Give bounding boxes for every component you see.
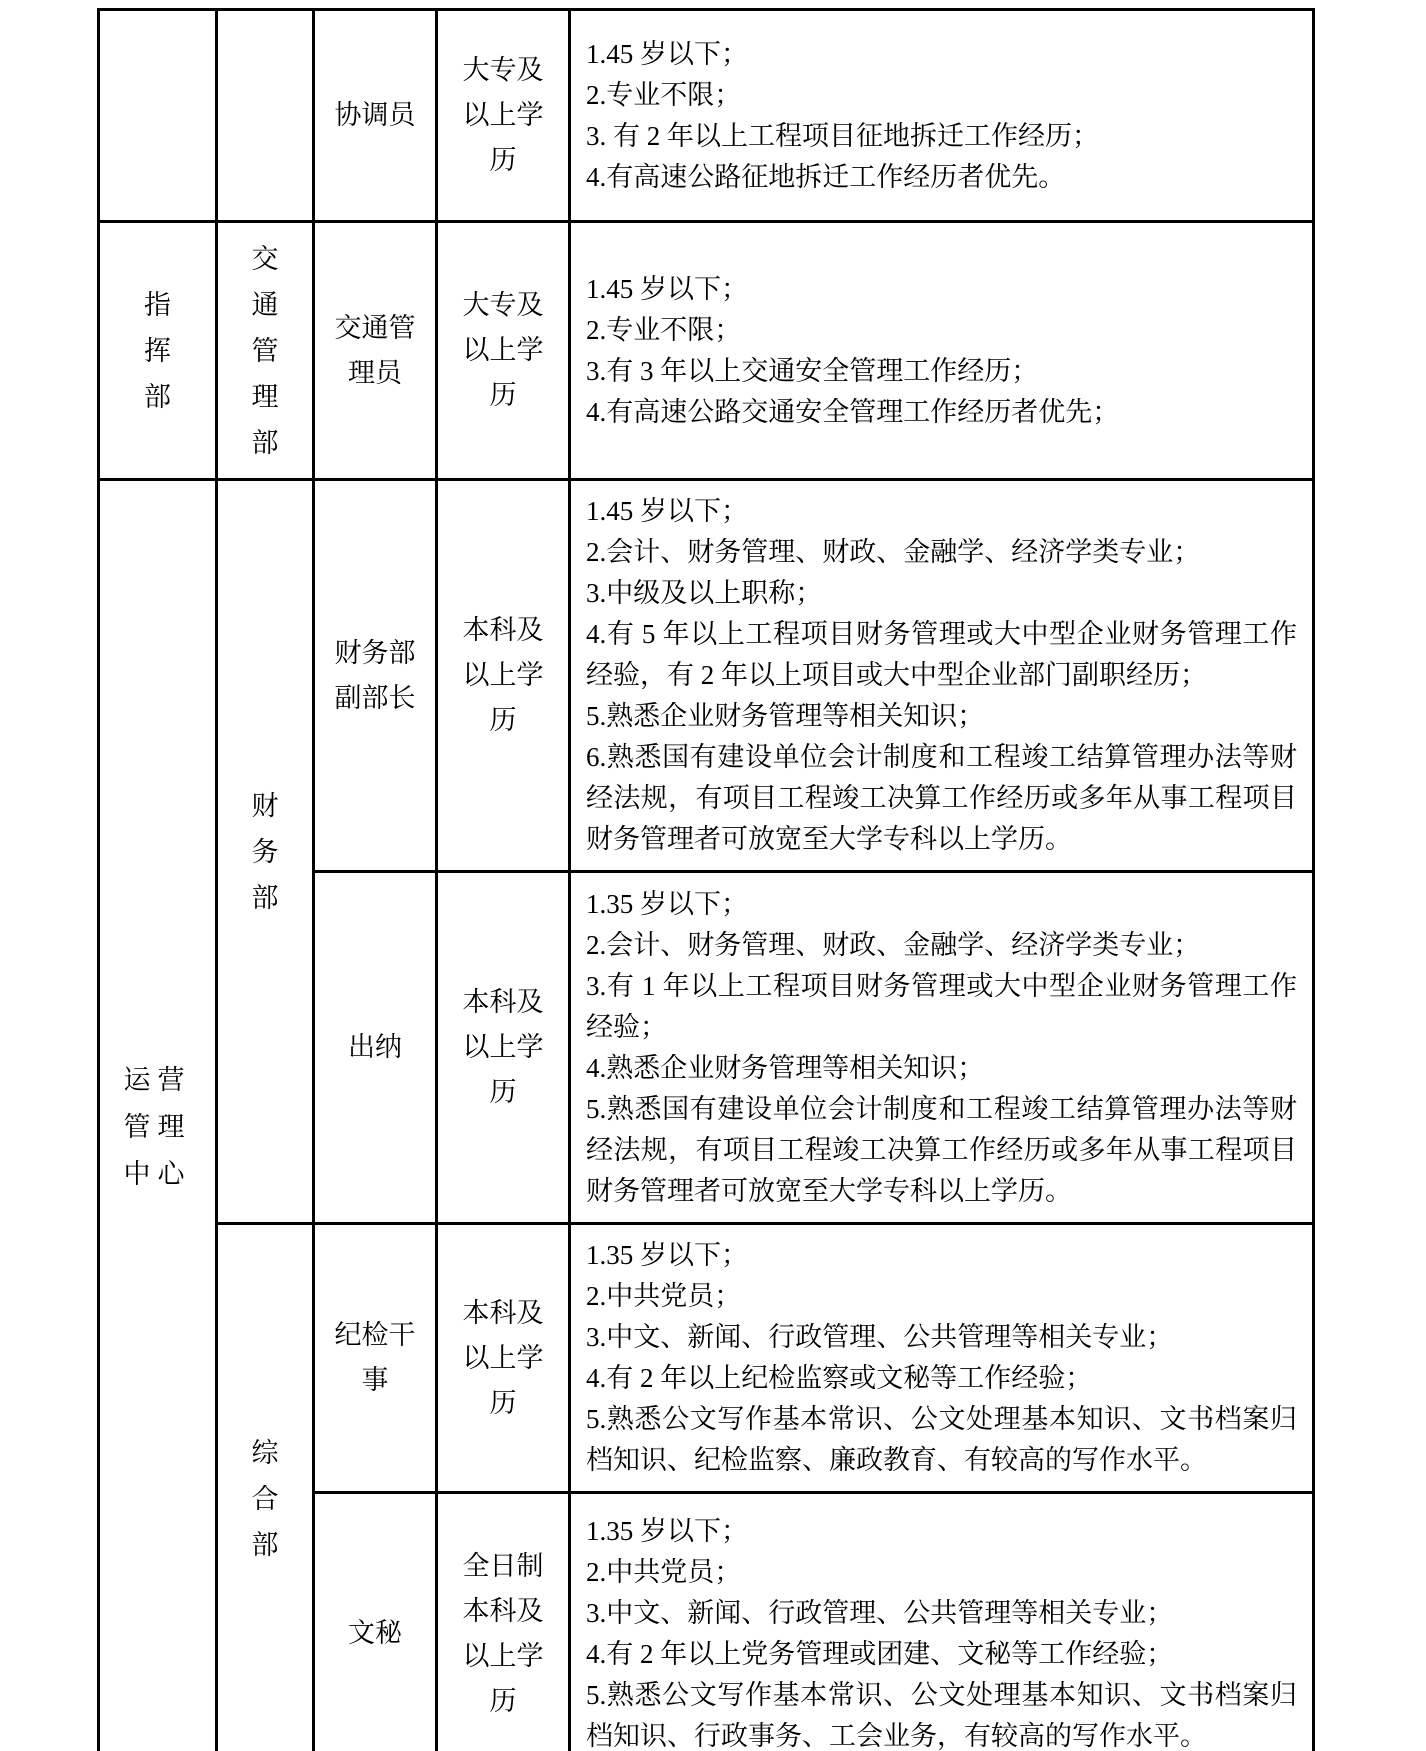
education-cell [437, 222, 570, 480]
requirement-item: 3.有 1 年以上工程项目财务管理或大中型企业财务管理工作经验； [586, 970, 1297, 1042]
table-row [99, 480, 1314, 872]
requirement-item: 2.会计、财务管理、财政、金融学、经济学类专业； [586, 537, 1201, 567]
requirements-cell [570, 222, 1314, 480]
requirement-item: 2.专业不限； [586, 79, 742, 110]
subdept-label: 综合部 [251, 1438, 279, 1560]
requirement-item: 5.熟悉企业财务管理等相关知识； [586, 701, 985, 731]
subdept-label: 财务部 [251, 790, 279, 913]
job-requirements-table [97, 8, 1315, 1751]
requirements-cell [570, 1224, 1314, 1493]
requirement-item: 5.熟悉公文写作基本常识、公文处理基本知识、文书档案归档知识、行政事务、工会业务，有较高的写作水平。 [586, 1679, 1297, 1751]
requirement-item: 1.35 岁以下； [586, 1240, 748, 1270]
requirement-item: 2.中共党员； [586, 1556, 742, 1587]
position-label: 交通管理员 [334, 312, 416, 388]
position-cell [314, 872, 437, 1224]
position-label: 财务部副部长 [334, 637, 416, 713]
subdept-cell [217, 1224, 314, 1751]
requirement-item: 3. 有 2 年以上工程项目征地拆迁工作经历； [586, 120, 1099, 151]
position-cell [314, 222, 437, 480]
position-label: 纪检干事 [334, 1320, 416, 1395]
requirement-item: 3.中级及以上职称； [586, 578, 823, 608]
dept-cell-empty [99, 10, 217, 222]
education-cell [437, 1493, 570, 1751]
dept-cell [99, 222, 217, 480]
requirements-cell [570, 1493, 1314, 1751]
requirement-item: 3.中文、新闻、行政管理、公共管理等相关专业； [586, 1322, 1174, 1352]
table-row [99, 1224, 1314, 1493]
requirement-item: 4.有 5 年以上工程项目财务管理或大中型企业财务管理工作经验，有 2 年以上项目或大中型企业部门副职经历； [586, 619, 1297, 690]
subdept-cell [217, 480, 314, 1224]
education-cell [437, 872, 570, 1224]
education-label: 全日制本科及以上学历 [462, 1550, 544, 1716]
requirement-item: 1.45 岁以下； [586, 38, 748, 69]
table-row [99, 222, 1314, 480]
subdept-cell-empty [217, 10, 314, 222]
education-label: 大专及以上学历 [462, 290, 544, 410]
position-label: 出纳 [348, 1032, 402, 1062]
position-cell [314, 480, 437, 872]
requirement-item: 6.熟悉国有建设单位会计制度和工程竣工结算管理办法等财经法规，有项目工程竣工决算工作经历或多年从事工程项目财务管理者可放宽至大学专科以上学历。 [586, 742, 1297, 854]
requirement-item: 1.45 岁以下； [586, 273, 748, 304]
requirement-item: 3.有 3 年以上交通安全管理工作经历； [586, 355, 1039, 386]
requirements-cell [570, 480, 1314, 872]
education-label: 大专及以上学历 [462, 55, 544, 175]
subdept-label: 交通管理部 [251, 243, 279, 458]
education-label: 本科及以上学历 [462, 615, 544, 735]
education-cell [437, 480, 570, 872]
requirement-item: 4.有高速公路征地拆迁工作经历者优先。 [586, 161, 1066, 192]
position-cell [314, 10, 437, 222]
requirement-item: 1.35 岁以下； [586, 888, 748, 919]
requirement-item: 4.有 2 年以上党务管理或团建、文秘等工作经验； [586, 1638, 1174, 1669]
requirement-item: 4.有高速公路交通安全管理工作经历者优先； [586, 396, 1120, 427]
position-cell [314, 1493, 437, 1751]
position-cell [314, 1224, 437, 1493]
requirement-item: 5.熟悉公文写作基本常识、公文处理基本知识、文书档案归档知识、纪检监察、廉政教育、有较高的写作水平。 [586, 1404, 1297, 1475]
position-label: 文秘 [348, 1618, 402, 1648]
requirement-item: 3.中文、新闻、行政管理、公共管理等相关专业； [586, 1597, 1174, 1628]
position-label: 协调员 [334, 100, 416, 130]
dept-cell [99, 480, 217, 1751]
dept-label: 运营管理中心 [123, 1064, 192, 1189]
requirement-item: 1.45 岁以下； [586, 496, 748, 526]
requirement-item: 2.专业不限； [586, 314, 742, 345]
requirement-item: 4.有 2 年以上纪检监察或文秘等工作经验； [586, 1363, 1093, 1393]
requirement-item: 1.35 岁以下； [586, 1515, 748, 1546]
requirements-cell [570, 872, 1314, 1224]
requirement-item: 4.熟悉企业财务管理等相关知识； [586, 1052, 985, 1083]
dept-label: 指挥部 [144, 289, 171, 412]
education-label: 本科及以上学历 [462, 987, 544, 1107]
requirements-cell [570, 10, 1314, 222]
requirement-item: 2.会计、财务管理、财政、金融学、经济学类专业； [586, 929, 1201, 960]
education-cell [437, 10, 570, 222]
subdept-cell [217, 222, 314, 480]
education-cell [437, 1224, 570, 1493]
requirement-item: 5.熟悉国有建设单位会计制度和工程竣工结算管理办法等财经法规，有项目工程竣工决算工作经历或多年从事工程项目财务管理者可放宽至大学专科以上学历。 [586, 1093, 1297, 1206]
requirement-item: 2.中共党员； [586, 1281, 742, 1311]
table-row [99, 10, 1314, 222]
education-label: 本科及以上学历 [462, 1297, 544, 1418]
